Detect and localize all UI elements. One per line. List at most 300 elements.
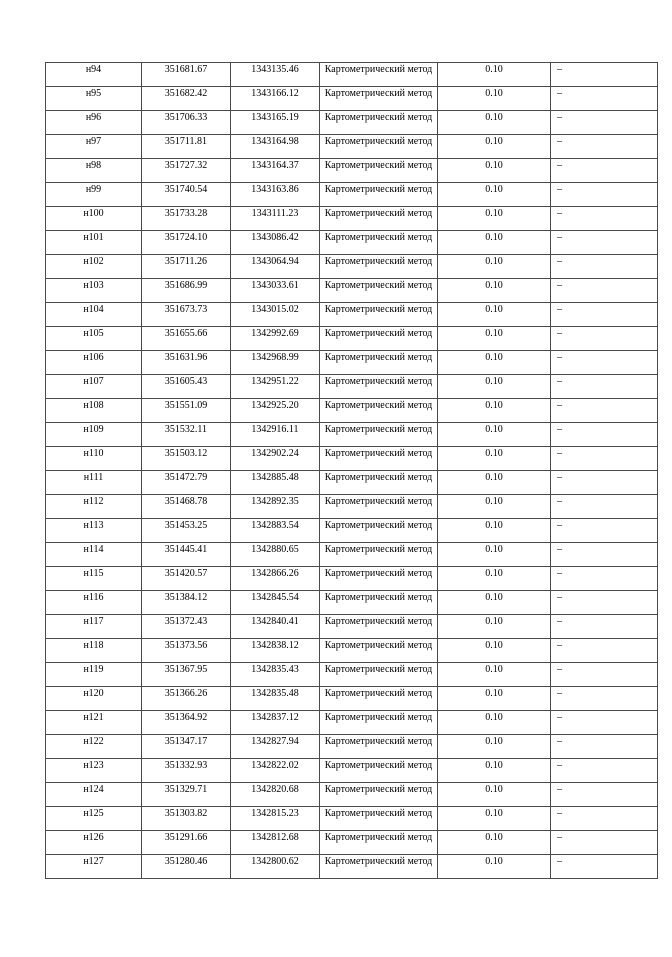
- method-cell: [320, 543, 438, 567]
- note-cell: [551, 375, 658, 399]
- accuracy-text: 0.10: [485, 496, 503, 507]
- accuracy-cell: [438, 567, 551, 591]
- point-number-cell: [46, 351, 142, 375]
- y-coordinate-text: 1343135.46: [251, 64, 299, 75]
- table-row: [46, 399, 658, 423]
- x-coordinate-text: 351445.41: [164, 544, 208, 555]
- note-cell: [551, 87, 658, 111]
- x-coordinate-cell: [142, 855, 231, 879]
- method-cell: [320, 207, 438, 231]
- accuracy-text: 0.10: [485, 160, 503, 171]
- method-text: Картометрический метод: [324, 640, 433, 651]
- x-coordinate-cell: [142, 447, 231, 471]
- note-cell: [551, 471, 658, 495]
- y-coordinate-cell: [231, 615, 320, 639]
- accuracy-cell: [438, 591, 551, 615]
- table-row: [46, 591, 658, 615]
- method-cell: [320, 807, 438, 831]
- y-coordinate-cell: [231, 423, 320, 447]
- x-coordinate-text: 351711.26: [164, 256, 208, 267]
- point-number-text: н119: [83, 664, 104, 675]
- x-coordinate-cell: [142, 567, 231, 591]
- y-coordinate-text: 1343111.23: [251, 208, 299, 219]
- x-coordinate-cell: [142, 279, 231, 303]
- note-text: –: [557, 328, 562, 339]
- point-number-cell: [46, 303, 142, 327]
- accuracy-cell: [438, 711, 551, 735]
- x-coordinate-text: 351740.54: [164, 184, 208, 195]
- method-cell: [320, 783, 438, 807]
- method-text: Картометрический метод: [324, 232, 433, 243]
- point-number-text: н123: [83, 760, 104, 771]
- method-cell: [320, 567, 438, 591]
- y-coordinate-text: 1342838.12: [251, 640, 299, 651]
- x-coordinate-cell: [142, 591, 231, 615]
- note-text: –: [557, 736, 562, 747]
- x-coordinate-text: 351280.46: [164, 856, 208, 867]
- accuracy-text: 0.10: [485, 184, 503, 195]
- note-text: –: [557, 88, 562, 99]
- x-coordinate-text: 351291.66: [164, 832, 208, 843]
- point-number-text: н97: [85, 136, 102, 147]
- x-coordinate-cell: [142, 639, 231, 663]
- y-coordinate-text: 1342880.65: [251, 544, 299, 555]
- method-text: Картометрический метод: [324, 112, 433, 123]
- note-text: –: [557, 592, 562, 603]
- method-cell: [320, 183, 438, 207]
- x-coordinate-text: 351711.81: [164, 136, 208, 147]
- note-text: –: [557, 856, 562, 867]
- y-coordinate-cell: [231, 591, 320, 615]
- x-coordinate-cell: [142, 135, 231, 159]
- method-cell: [320, 255, 438, 279]
- point-number-cell: [46, 327, 142, 351]
- y-coordinate-text: 1342837.12: [251, 712, 299, 723]
- point-number-text: н126: [83, 832, 104, 843]
- accuracy-text: 0.10: [485, 616, 503, 627]
- accuracy-text: 0.10: [485, 400, 503, 411]
- point-number-text: н105: [83, 328, 104, 339]
- point-number-text: н111: [83, 472, 104, 483]
- x-coordinate-cell: [142, 663, 231, 687]
- x-coordinate-text: 351631.96: [164, 352, 208, 363]
- method-cell: [320, 303, 438, 327]
- point-number-cell: [46, 639, 142, 663]
- note-text: –: [557, 568, 562, 579]
- x-coordinate-text: 351420.57: [164, 568, 208, 579]
- y-coordinate-cell: [231, 375, 320, 399]
- note-text: –: [557, 112, 562, 123]
- x-coordinate-cell: [142, 831, 231, 855]
- x-coordinate-cell: [142, 231, 231, 255]
- y-coordinate-cell: [231, 831, 320, 855]
- accuracy-text: 0.10: [485, 736, 503, 747]
- point-number-text: н96: [85, 112, 102, 123]
- y-coordinate-text: 1343164.37: [251, 160, 299, 171]
- x-coordinate-text: 351303.82: [164, 808, 208, 819]
- note-text: –: [557, 496, 562, 507]
- y-coordinate-cell: [231, 183, 320, 207]
- method-text: Картометрический метод: [324, 448, 433, 459]
- y-coordinate-cell: [231, 399, 320, 423]
- table-row: [46, 279, 658, 303]
- note-text: –: [557, 304, 562, 315]
- y-coordinate-cell: [231, 567, 320, 591]
- accuracy-cell: [438, 327, 551, 351]
- method-cell: [320, 495, 438, 519]
- x-coordinate-cell: [142, 495, 231, 519]
- x-coordinate-text: 351366.26: [164, 688, 208, 699]
- method-cell: [320, 663, 438, 687]
- point-number-cell: [46, 207, 142, 231]
- point-number-text: н109: [83, 424, 104, 435]
- note-text: –: [557, 136, 562, 147]
- accuracy-cell: [438, 63, 551, 87]
- table-row: [46, 639, 658, 663]
- note-text: –: [557, 712, 562, 723]
- note-cell: [551, 543, 658, 567]
- accuracy-text: 0.10: [485, 448, 503, 459]
- table-row: [46, 87, 658, 111]
- y-coordinate-text: 1342840.41: [251, 616, 299, 627]
- y-coordinate-text: 1342800.62: [251, 856, 299, 867]
- accuracy-text: 0.10: [485, 760, 503, 771]
- table-row: [46, 519, 658, 543]
- accuracy-cell: [438, 543, 551, 567]
- accuracy-cell: [438, 855, 551, 879]
- note-cell: [551, 807, 658, 831]
- method-text: Картометрический метод: [324, 136, 433, 147]
- table-row: [46, 447, 658, 471]
- note-cell: [551, 735, 658, 759]
- y-coordinate-text: 1342822.02: [251, 760, 299, 771]
- point-number-text: н110: [83, 448, 104, 459]
- accuracy-text: 0.10: [485, 112, 503, 123]
- point-number-cell: [46, 255, 142, 279]
- note-cell: [551, 687, 658, 711]
- accuracy-text: 0.10: [485, 88, 503, 99]
- table-row: [46, 711, 658, 735]
- method-cell: [320, 111, 438, 135]
- accuracy-cell: [438, 255, 551, 279]
- point-number-cell: [46, 543, 142, 567]
- point-number-cell: [46, 711, 142, 735]
- note-cell: [551, 111, 658, 135]
- x-coordinate-text: 351706.33: [164, 112, 208, 123]
- y-coordinate-cell: [231, 711, 320, 735]
- method-cell: [320, 87, 438, 111]
- note-cell: [551, 639, 658, 663]
- note-cell: [551, 855, 658, 879]
- x-coordinate-cell: [142, 759, 231, 783]
- x-coordinate-cell: [142, 111, 231, 135]
- y-coordinate-cell: [231, 351, 320, 375]
- note-text: –: [557, 160, 562, 171]
- point-number-cell: [46, 447, 142, 471]
- x-coordinate-text: 351364.92: [164, 712, 208, 723]
- accuracy-text: 0.10: [485, 208, 503, 219]
- y-coordinate-text: 1342892.35: [251, 496, 299, 507]
- method-text: Картометрический метод: [324, 568, 433, 579]
- note-cell: [551, 711, 658, 735]
- accuracy-cell: [438, 783, 551, 807]
- x-coordinate-cell: [142, 87, 231, 111]
- x-coordinate-text: 351372.43: [164, 616, 208, 627]
- x-coordinate-cell: [142, 783, 231, 807]
- x-coordinate-text: 351367.95: [164, 664, 208, 675]
- x-coordinate-cell: [142, 63, 231, 87]
- note-cell: [551, 207, 658, 231]
- point-number-cell: [46, 831, 142, 855]
- y-coordinate-cell: [231, 255, 320, 279]
- y-coordinate-cell: [231, 111, 320, 135]
- y-coordinate-text: 1342815.23: [251, 808, 299, 819]
- x-coordinate-text: 351384.12: [164, 592, 208, 603]
- note-cell: [551, 759, 658, 783]
- method-cell: [320, 831, 438, 855]
- point-number-cell: [46, 807, 142, 831]
- point-number-cell: [46, 399, 142, 423]
- x-coordinate-cell: [142, 711, 231, 735]
- point-number-cell: [46, 183, 142, 207]
- table-row: [46, 111, 658, 135]
- table-row: [46, 159, 658, 183]
- accuracy-text: 0.10: [485, 640, 503, 651]
- method-cell: [320, 279, 438, 303]
- point-number-text: н121: [83, 712, 104, 723]
- y-coordinate-text: 1342968.99: [251, 352, 299, 363]
- coordinates-table: [45, 62, 658, 879]
- method-text: Картометрический метод: [324, 256, 433, 267]
- point-number-cell: [46, 87, 142, 111]
- table-row: [46, 135, 658, 159]
- point-number-text: н100: [83, 208, 104, 219]
- y-coordinate-cell: [231, 519, 320, 543]
- method-cell: [320, 711, 438, 735]
- x-coordinate-text: 351468.78: [164, 496, 208, 507]
- y-coordinate-cell: [231, 303, 320, 327]
- accuracy-cell: [438, 471, 551, 495]
- table-row: [46, 855, 658, 879]
- note-text: –: [557, 688, 562, 699]
- x-coordinate-text: 351347.17: [164, 736, 208, 747]
- accuracy-cell: [438, 303, 551, 327]
- y-coordinate-cell: [231, 735, 320, 759]
- x-coordinate-cell: [142, 207, 231, 231]
- accuracy-cell: [438, 351, 551, 375]
- method-cell: [320, 399, 438, 423]
- accuracy-cell: [438, 735, 551, 759]
- note-text: –: [557, 352, 562, 363]
- x-coordinate-cell: [142, 303, 231, 327]
- y-coordinate-cell: [231, 663, 320, 687]
- table-row: [46, 351, 658, 375]
- x-coordinate-cell: [142, 519, 231, 543]
- note-text: –: [557, 400, 562, 411]
- note-cell: [551, 303, 658, 327]
- table-row: [46, 231, 658, 255]
- accuracy-text: 0.10: [485, 712, 503, 723]
- method-text: Картометрический метод: [324, 688, 433, 699]
- point-number-cell: [46, 279, 142, 303]
- method-cell: [320, 471, 438, 495]
- y-coordinate-text: 1342835.43: [251, 664, 299, 675]
- note-cell: [551, 783, 658, 807]
- accuracy-text: 0.10: [485, 256, 503, 267]
- y-coordinate-cell: [231, 687, 320, 711]
- accuracy-cell: [438, 759, 551, 783]
- accuracy-text: 0.10: [485, 808, 503, 819]
- accuracy-cell: [438, 615, 551, 639]
- method-text: Картометрический метод: [324, 208, 433, 219]
- y-coordinate-cell: [231, 759, 320, 783]
- method-cell: [320, 591, 438, 615]
- method-text: Картометрический метод: [324, 160, 433, 171]
- y-coordinate-text: 1343033.61: [251, 280, 299, 291]
- table-row: [46, 375, 658, 399]
- y-coordinate-cell: [231, 159, 320, 183]
- accuracy-cell: [438, 663, 551, 687]
- accuracy-cell: [438, 231, 551, 255]
- method-text: Картометрический метод: [324, 304, 433, 315]
- y-coordinate-text: 1342992.69: [251, 328, 299, 339]
- table-row: [46, 543, 658, 567]
- accuracy-text: 0.10: [485, 520, 503, 531]
- table-row: [46, 495, 658, 519]
- point-number-text: н106: [83, 352, 104, 363]
- y-coordinate-cell: [231, 495, 320, 519]
- accuracy-cell: [438, 375, 551, 399]
- method-cell: [320, 327, 438, 351]
- point-number-text: н98: [85, 160, 102, 171]
- note-cell: [551, 663, 658, 687]
- y-coordinate-text: 1342835.48: [251, 688, 299, 699]
- point-number-cell: [46, 759, 142, 783]
- y-coordinate-text: 1343164.98: [251, 136, 299, 147]
- point-number-text: н95: [85, 88, 102, 99]
- method-cell: [320, 639, 438, 663]
- note-cell: [551, 567, 658, 591]
- accuracy-cell: [438, 447, 551, 471]
- note-text: –: [557, 616, 562, 627]
- accuracy-cell: [438, 159, 551, 183]
- note-text: –: [557, 184, 562, 195]
- table-row: [46, 831, 658, 855]
- accuracy-text: 0.10: [485, 376, 503, 387]
- note-cell: [551, 279, 658, 303]
- point-number-text: н113: [83, 520, 104, 531]
- y-coordinate-text: 1343015.02: [251, 304, 299, 315]
- method-cell: [320, 351, 438, 375]
- y-coordinate-cell: [231, 135, 320, 159]
- note-cell: [551, 231, 658, 255]
- y-coordinate-text: 1343086.42: [251, 232, 299, 243]
- note-cell: [551, 327, 658, 351]
- point-number-cell: [46, 735, 142, 759]
- method-text: Картометрический метод: [324, 760, 433, 771]
- point-number-text: н127: [83, 856, 104, 867]
- y-coordinate-cell: [231, 807, 320, 831]
- table-row: [46, 423, 658, 447]
- accuracy-text: 0.10: [485, 592, 503, 603]
- method-cell: [320, 735, 438, 759]
- accuracy-cell: [438, 207, 551, 231]
- point-number-text: н122: [83, 736, 104, 747]
- accuracy-cell: [438, 399, 551, 423]
- y-coordinate-text: 1342883.54: [251, 520, 299, 531]
- accuracy-text: 0.10: [485, 136, 503, 147]
- y-coordinate-text: 1342812.68: [251, 832, 299, 843]
- method-text: Картометрический метод: [324, 592, 433, 603]
- method-cell: [320, 231, 438, 255]
- y-coordinate-cell: [231, 639, 320, 663]
- table-row: [46, 327, 658, 351]
- accuracy-text: 0.10: [485, 832, 503, 843]
- note-cell: [551, 495, 658, 519]
- point-number-cell: [46, 663, 142, 687]
- method-text: Картометрический метод: [324, 496, 433, 507]
- point-number-cell: [46, 111, 142, 135]
- x-coordinate-cell: [142, 183, 231, 207]
- table-row: [46, 183, 658, 207]
- accuracy-cell: [438, 831, 551, 855]
- x-coordinate-text: 351655.66: [164, 328, 208, 339]
- x-coordinate-cell: [142, 351, 231, 375]
- x-coordinate-cell: [142, 399, 231, 423]
- point-number-cell: [46, 783, 142, 807]
- method-text: Картометрический метод: [324, 328, 433, 339]
- note-cell: [551, 135, 658, 159]
- y-coordinate-text: 1343165.19: [251, 112, 299, 123]
- method-cell: [320, 615, 438, 639]
- method-text: Картометрический метод: [324, 184, 433, 195]
- point-number-text: н102: [83, 256, 104, 267]
- point-number-cell: [46, 231, 142, 255]
- point-number-cell: [46, 591, 142, 615]
- y-coordinate-text: 1342951.22: [251, 376, 299, 387]
- note-text: –: [557, 64, 562, 75]
- note-cell: [551, 519, 658, 543]
- method-text: Картометрический метод: [324, 280, 433, 291]
- accuracy-text: 0.10: [485, 472, 503, 483]
- x-coordinate-cell: [142, 687, 231, 711]
- x-coordinate-text: 351453.25: [164, 520, 208, 531]
- method-text: Картометрический метод: [324, 472, 433, 483]
- y-coordinate-text: 1343163.86: [251, 184, 299, 195]
- note-cell: [551, 255, 658, 279]
- table-row: [46, 759, 658, 783]
- point-number-cell: [46, 615, 142, 639]
- method-cell: [320, 687, 438, 711]
- accuracy-text: 0.10: [485, 280, 503, 291]
- x-coordinate-cell: [142, 615, 231, 639]
- table-row: [46, 735, 658, 759]
- accuracy-cell: [438, 639, 551, 663]
- note-text: –: [557, 664, 562, 675]
- x-coordinate-text: 351673.73: [164, 304, 208, 315]
- table-row: [46, 207, 658, 231]
- table-row: [46, 783, 658, 807]
- x-coordinate-text: 351682.42: [164, 88, 208, 99]
- accuracy-cell: [438, 423, 551, 447]
- x-coordinate-cell: [142, 735, 231, 759]
- method-cell: [320, 447, 438, 471]
- point-number-cell: [46, 159, 142, 183]
- note-text: –: [557, 760, 562, 771]
- x-coordinate-text: 351373.56: [164, 640, 208, 651]
- point-number-cell: [46, 135, 142, 159]
- method-text: Картометрический метод: [324, 808, 433, 819]
